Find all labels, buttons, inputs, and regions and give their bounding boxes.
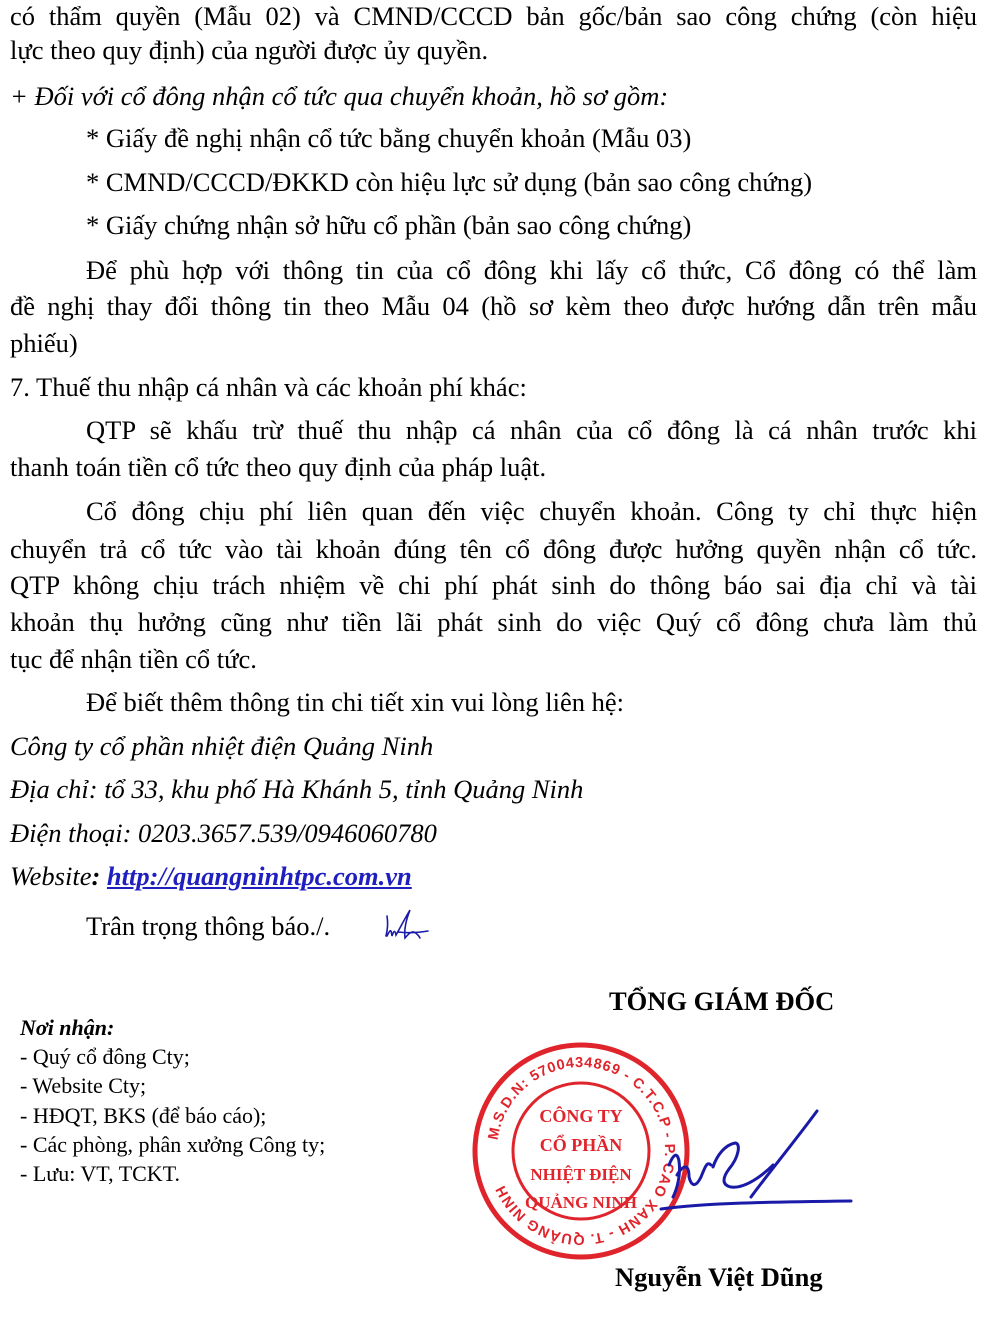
- website-label: Website: [10, 861, 92, 891]
- seal-center-line: QUẢNG NINH: [525, 1193, 637, 1212]
- signature-stroke: [669, 1155, 711, 1197]
- initials-signature: [380, 902, 432, 946]
- paragraph-line: Cổ đông chịu phí liên quan đến việc chuyển khoản. Công ty chỉ thực hiện: [86, 496, 977, 526]
- seal-center-line: CÔNG TY: [539, 1106, 623, 1126]
- bullet-item: * Giấy chứng nhận sở hữu cổ phần (bản sao công chứng): [86, 210, 692, 240]
- paragraph-line: khoản thụ hưởng cũng như tiền lãi phát sinh do việc Quý cổ đông chưa làm thủ: [10, 607, 977, 637]
- paragraph-line: Để phù hợp với thông tin của cổ đông khi lấy cổ thức, Cổ đông có thể làm: [86, 255, 977, 285]
- recipients-title: Nơi nhận:: [20, 1015, 115, 1040]
- website-link[interactable]: http://quangninhtpc.com.vn: [106, 861, 412, 891]
- contact-website-row: [10, 860, 412, 892]
- seal-center-line: CỔ PHẦN: [539, 1135, 623, 1155]
- paragraph-line: tục để nhận tiền cổ tức.: [10, 644, 257, 674]
- contact-company: Công ty cổ phần nhiệt điện Quảng Ninh: [10, 731, 434, 761]
- recipient-item: - Lưu: VT, TCKT.: [20, 1161, 181, 1186]
- paragraph-line: Để biết thêm thông tin chi tiết xin vui lòng liên hệ:: [86, 687, 625, 717]
- paragraph-line: lực theo quy định) của người được ủy quyền.: [10, 35, 489, 65]
- paragraph-line: phiếu): [10, 328, 78, 358]
- section-heading-tax: 7. Thuế thu nhập cá nhân và các khoản phí khác:: [10, 372, 527, 402]
- paragraph-line: QTP không chịu trách nhiệm về chi phí phát sinh do thông báo sai địa chỉ và tài: [10, 570, 977, 600]
- director-signature: [655, 1105, 855, 1235]
- closing-text: Trân trọng thông báo./.: [86, 911, 331, 941]
- signature-stroke: [661, 1201, 851, 1209]
- initials-stroke: [386, 910, 428, 938]
- recipient-item: - Quý cổ đông Cty;: [20, 1044, 190, 1069]
- paragraph-line: có thẩm quyền (Mẫu 02) và CMND/CCCD bản gốc/bản sao công chứng (còn hiệu: [10, 1, 977, 31]
- signatory-name: Nguyễn Việt Dũng: [615, 1262, 823, 1292]
- recipient-item: - Các phòng, phân xưởng Công ty;: [20, 1132, 326, 1157]
- recipient-item: - Website Cty;: [20, 1073, 147, 1098]
- paragraph-line: đề nghị thay đổi thông tin theo Mẫu 04 (hồ sơ kèm theo được hướng dẫn trên mẫu: [10, 291, 977, 321]
- seal-ring-text: M.S.D.N: 5700434869 - C.T.C.P - P. CAO XANH - T. QUẢNG NINH: [485, 1054, 678, 1248]
- paragraph-line: chuyển trả cổ tức vào tài khoản đúng tên cổ đông được hưởng quyền nhận cổ tức.: [10, 534, 977, 564]
- bullet-item: * Giấy đề nghị nhận cổ tức bằng chuyển khoản (Mẫu 03): [86, 123, 692, 153]
- recipient-item: - HĐQT, BKS (để báo cáo);: [20, 1103, 267, 1128]
- contact-address: Địa chỉ: tổ 33, khu phố Hà Khánh 5, tỉnh Quảng Ninh: [10, 774, 584, 804]
- signatory-position: TỔNG GIÁM ĐỐC: [609, 986, 835, 1016]
- paragraph-line: QTP sẽ khấu trừ thuế thu nhập cá nhân của cổ đông là cá nhân trước khi: [86, 415, 977, 445]
- contact-phone: Điện thoại: 0203.3657.539/0946060780: [10, 818, 437, 848]
- paragraph-line: thanh toán tiền cổ tức theo quy định của pháp luật.: [10, 452, 547, 482]
- bullet-item: * CMND/CCCD/ĐKKD còn hiệu lực sử dụng (bản sao công chứng): [86, 167, 813, 197]
- signature-stroke: [751, 1111, 817, 1197]
- website-colon: :: [91, 861, 101, 891]
- section-heading-transfer: + Đối với cổ đông nhận cổ tức qua chuyển khoản, hồ sơ gồm:: [10, 81, 669, 111]
- seal-center-line: NHIỆT ĐIỆN: [530, 1165, 632, 1184]
